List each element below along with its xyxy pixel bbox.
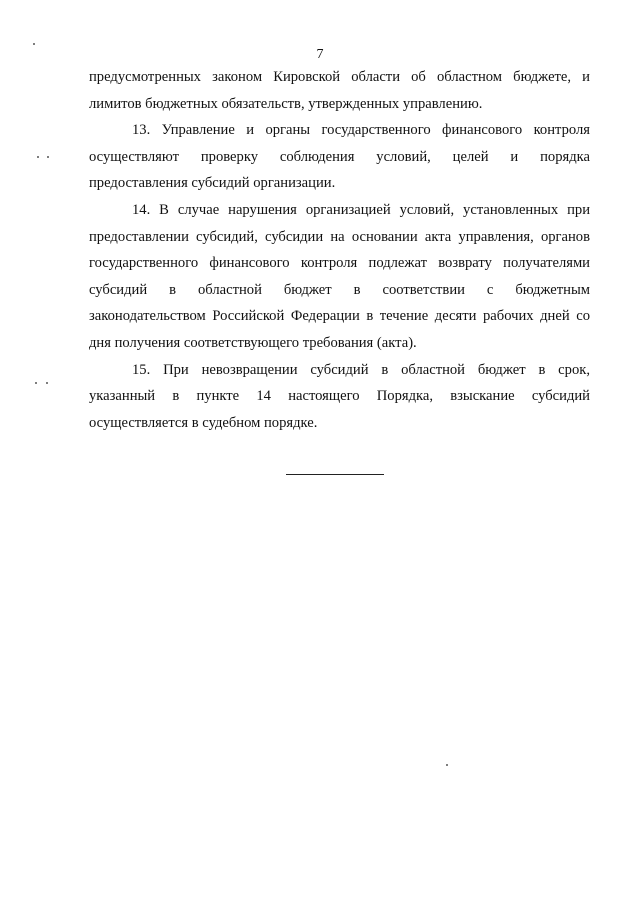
text-line: предусмотренных законом Кировской области об областном бюджете, и (89, 69, 590, 85)
scan-speck (446, 764, 448, 766)
scan-speck (47, 156, 49, 158)
scan-speck (35, 382, 37, 384)
page-number: 7 (316, 47, 324, 62)
text-line: осуществляется в судебном порядке. (89, 414, 318, 431)
text-line: предоставлении субсидий, субсидии на основании акта управления, органов (89, 228, 590, 245)
text-line: 13. Управление и органы государственного финансового контроля (132, 122, 590, 139)
document-body (89, 64, 590, 436)
end-of-document-rule (286, 474, 384, 475)
text-line: дня получения соответствующего требования (акта). (89, 334, 417, 351)
intro-paragraph (89, 64, 590, 117)
paragraph-13 (89, 117, 590, 197)
scan-speck (46, 382, 48, 384)
text-line: субсидий в областной бюджет в соответствии с бюджетным (89, 281, 590, 298)
text-line: предоставления субсидий организации. (89, 175, 336, 192)
text-line: осуществляют проверку соблюдения условий, целей и порядка (89, 148, 590, 165)
paragraph-15 (89, 357, 590, 437)
scan-speck (37, 156, 39, 158)
text-line: указанный в пункте 14 настоящего Порядка, взыскание субсидий (89, 388, 590, 405)
paragraph-14 (89, 197, 590, 357)
text-line: законодательством Российской Федерации в течение десяти рабочих дней со (89, 308, 590, 325)
text-line: лимитов бюджетных обязательств, утвержденных управлению. (89, 95, 483, 112)
text-line: 15. При невозвращении субсидий в областной бюджет в срок, (132, 361, 590, 378)
text-line: государственного финансового контроля подлежат возврату получателями (89, 255, 590, 272)
text-line: 14. В случае нарушения организацией условий, установленных при (132, 201, 590, 218)
scan-speck (33, 43, 35, 45)
